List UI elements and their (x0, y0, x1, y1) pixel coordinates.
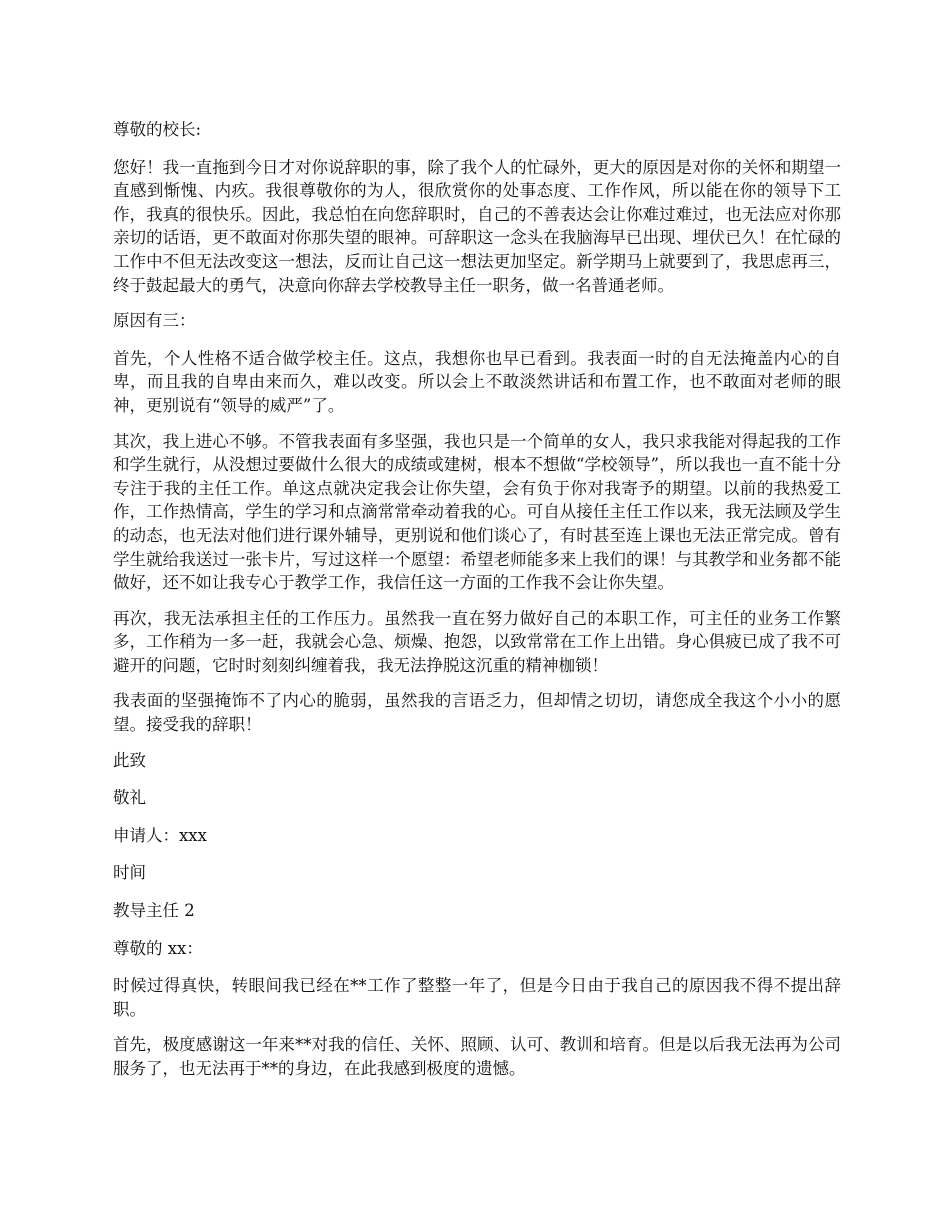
body-paragraph: 首先，极度感谢这一年来**对我的信任、关怀、照顾、认可、教训和培育。但是以后我无法再为公司服务了，也无法再于**的身边，在此我感到极度的遗憾。 (113, 1035, 841, 1078)
applicant-line: 申请人：xxx (113, 825, 207, 845)
section-title: 教导主任 2 (113, 901, 195, 921)
body-paragraph: 再次，我无法承担主任的工作压力。虽然我一直在努力做好自己的本职工作，可主任的业务工作繁多，工作稍为一多一赶，我就会心急、烦燥、抱怨，以致常常在工作上出错。身心俱疲已成了我不可避开的问题，它时时刻刻纠缠着我，我无法挣脱这沉重的精神枷锁！ (113, 608, 841, 675)
body-paragraph: 我表面的坚强掩饰不了内心的脆弱，虽然我的言语乏力，但却情之切切，请您成全我这个小小的愿望。接受我的辞职！ (113, 691, 841, 735)
body-paragraph: 时候过得真快，转眼间我已经在**工作了整整一年了，但是今日由于我自己的原因我不得不提出辞职。 (113, 976, 841, 1019)
salutation: 尊敬的校长: (113, 120, 202, 139)
body-paragraph: 其次，我上进心不够。不管我表面有多坚强，我也只是一个简单的女人，我只求我能对得起我的工作和学生就行，从没想过要做什么很大的成绩或建树，根本不想做“学校领导”，所以我也一直不能十分专注于我的主任工作。单这点就决定我会让你失望，会有负于你对我寄予的期望。以前的我热爱工作，工作热情高，学生的学习和点滴常常牵动着我的心。可自从接任主任工作以来，我无法顾及学生的动态，也无法对他们进行课外辅导，更别说和他们谈心了，有时甚至连上课也无法正常完成。曾有学生就给我送过一张卡片，写过这样一个愿望：希望老师能多来上我们的课！与其教学和业务都不能做好，还不如让我专心于教学工作，我信任这一方面的工作我不会让你失望。 (113, 431, 841, 593)
body-paragraph: 您好！我一直拖到今日才对你说辞职的事，除了我个人的忙碌外，更大的原因是对你的关怀和期望一直感到惭愧、内疚。我很尊敬你的为人，很欣赏你的处事态度、工作作风，所以能在你的领导下工作，我真的很快乐。因此，我总怕在向您辞职时，自己的不善表达会让你难过难过，也无法应对你那亲切的话语，更不敢面对你那失望的眼神。可辞职这一念头在我脑海早已出现、埋伏已久！在忙碌的工作中不但无法改变这一想法，反而让自己这一想法更加坚定。新学期马上就要到了，我思虑再三，终于鼓起最大的勇气，决意向你辞去学校教导主任一职务，做一名普通老师。 (113, 157, 841, 295)
section-heading: 原因有三： (113, 311, 196, 331)
date-line: 时间 (113, 863, 146, 883)
body-paragraph: 首先，个人性格不适合做学校主任。这点，我想你也早已看到。我表面一时的自无法掩盖内心的自卑，而且我的自卑由来而久，难以改变。所以会上不敢淡然讲话和布置工作，也不敢面对老师的眼神，更别说有“领导的威严”了。 (113, 348, 841, 415)
closing-line: 敬礼 (113, 788, 146, 808)
salutation: 尊敬的 xx： (113, 938, 203, 958)
document-page (113, 118, 841, 1093)
closing-line: 此致 (113, 750, 146, 770)
